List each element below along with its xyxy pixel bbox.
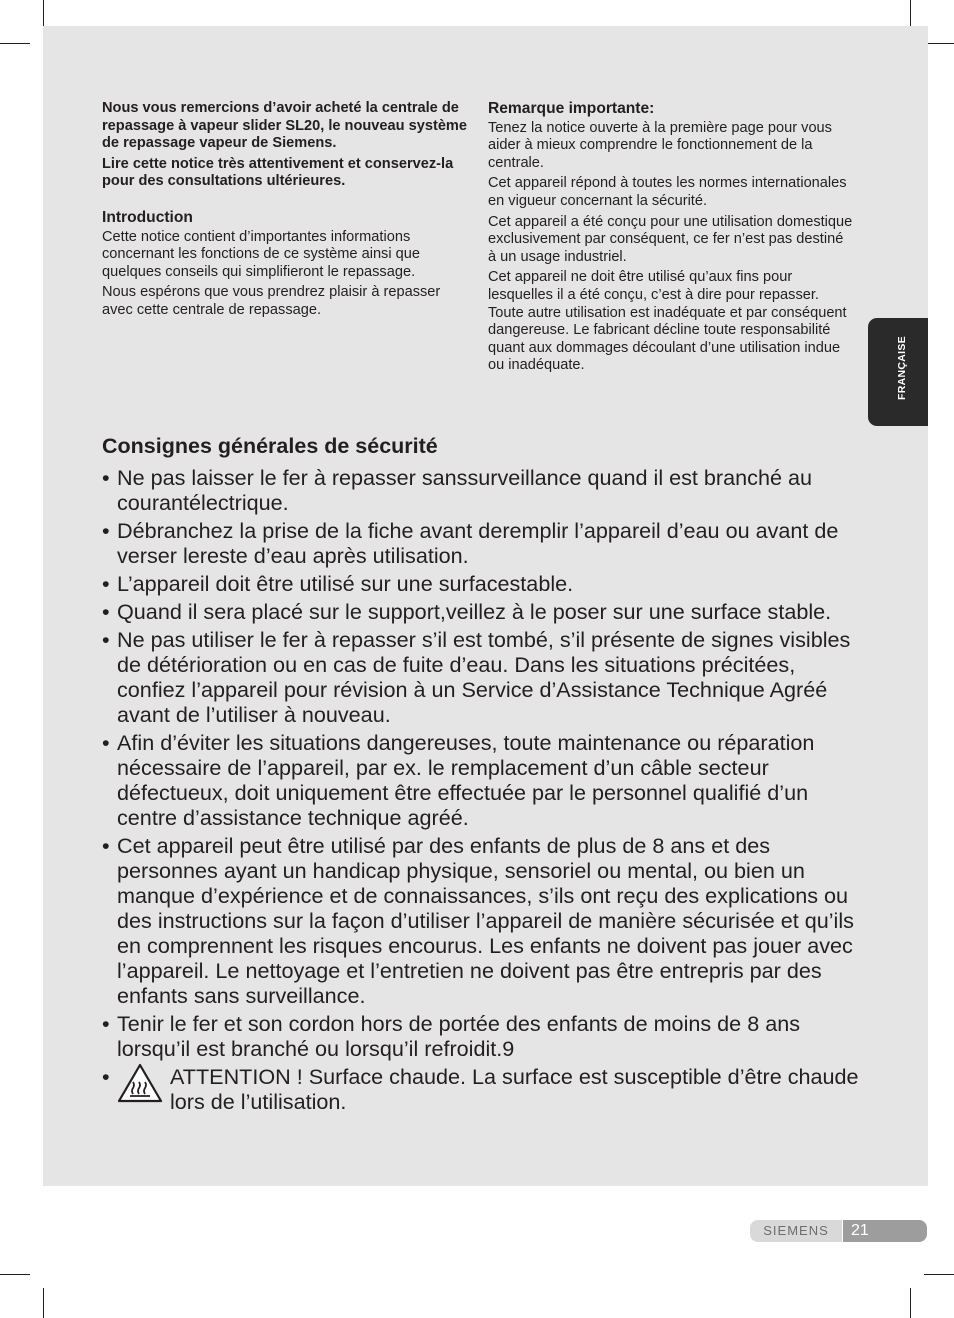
introduction-paragraph: Nous espérons que vous prendrez plaisir à repasser avec cette centrale de repassage. [102,284,441,318]
bullet: • [102,571,110,596]
note-paragraph: Cet appareil ne doit être utilisé qu’aux fins pour lesquelles il a été conçu, c’est à dire pour repasser. Toute autre utilisation est inadéquate et par conséquent dangereuse. Le fabricant décline toute responsabilité quant aux dommages découlant d’une utilisation indue ou inadéquate. [488,269,847,374]
left-column [102,100,470,323]
page-number: 21 [843,1220,927,1242]
bullet: • [102,1011,110,1036]
list-item: • Cet appareil peut être utilisé par des enfants de plus de 8 ans et des personnes ayant un handicap physique, sensoriel ou mental, ou bien un manque d’expérience et de connaissances, s’ils ont reçu des explications ou des instructions sur la façon d’utiliser l’appareil de manière sécurisée et qu’ils en comprennent les risques encourus. Les enfants ne doivent pas jouer avec l’appareil. Le nettoyage et l’entretien ne doivent pas être entrepris par des enfants sans surveillance. [102,833,854,1008]
note-paragraph: Cet appareil répond à toutes les normes internationales en vigueur concernant la sécurité. [488,175,847,209]
crop-mark [910,1288,911,1318]
crop-mark [924,43,954,44]
language-tab-label: FRANÇAISE [896,336,908,400]
crop-mark [0,43,30,44]
note-paragraph: Cet appareil a été conçu pour une utilisation domestique exclusivement par conséquent, ce fer n’est pas destiné à un usage industriel. [488,213,853,265]
bullet: • [102,465,110,490]
bullet: • [102,599,110,624]
list-item: • Tenir le fer et son cordon hors de portée des enfants de moins de 8 ans lorsqu’il est branché ou lorsqu’il refroidit.9 [102,1011,801,1061]
read-notice-text: Lire cette notice très attentivement et conservez-la pour des consultations ultérieures. [102,155,454,190]
list-item: • Ne pas utiliser le fer à repasser s’il est tombé, s’il présente de signes visibles de détérioration ou en cas de fuite d’eau. Dans les situations précitées, confiez l’appareil pour révision à un Service d’Assistance Technique Agréé avant de l’utiliser à nouveau. [102,627,851,727]
crop-mark [43,1288,44,1318]
hot-surface-warning-icon [116,1062,164,1104]
bullet: • [102,627,110,652]
bullet: • [102,1064,110,1089]
crop-mark [0,1274,30,1275]
note-paragraph: Tenez la notice ouverte à la première page pour vous aider à mieux comprendre le fonctionnement de la centrale. [488,119,832,171]
crop-mark [924,1274,954,1275]
thank-you-text: Nous vous remercions d’avoir acheté la centrale de repassage à vapeur slider SL20, le nouveau système de repassage vapeur de Siemens. [102,100,468,152]
introduction-paragraph: Cette notice contient d’importantes informations concernant les fonctions de ce système ainsi que quelques conseils qui simplifieront le repassage. [102,228,420,280]
right-column [488,100,853,378]
list-item: • L’appareil doit être utilisé sur une surfacestable. [102,571,574,596]
bullet: • [102,833,110,858]
language-tab [868,318,928,426]
introduction-heading: Introduction [102,208,193,226]
list-item: • Débranchez la prise de la fiche avant deremplir l’appareil d’eau ou avant de verser lereste d’eau après utilisation. [102,518,839,568]
important-note-heading: Remarque importante: [488,100,655,117]
safety-list [102,465,862,1114]
bullet: • [102,518,110,543]
safety-heading: Consignes générales de sécurité [102,434,438,458]
warning-item [102,1064,862,1114]
bullet: • [102,730,110,755]
warning-text: ATTENTION ! Surface chaude. La surface est susceptible d’être chaude lors de l’utilisation. [170,1064,859,1114]
list-item: • Afin d’éviter les situations dangereuses, toute maintenance ou réparation nécessaire de l’appareil, par ex. le remplacement d’un câble secteur défectueux, doit uniquement être effectuée par le personnel qualifié d’un centre d’assistance technique agréé. [102,730,815,830]
safety-section [102,434,862,1117]
list-item: • Ne pas laisser le fer à repasser sanssurveillance quand il est branché au courantélectrique. [102,465,812,515]
list-item: • Quand il sera placé sur le support,veillez à le poser sur une surface stable. [102,599,832,624]
brand-label: SIEMENS [750,1220,842,1242]
